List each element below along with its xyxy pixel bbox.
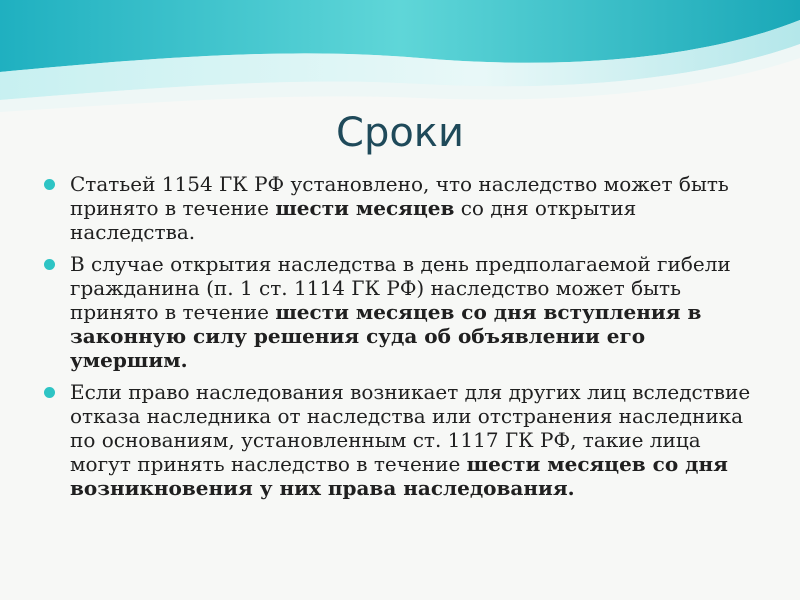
- bullet-dot-icon: [44, 259, 55, 270]
- bullet-text: [70, 172, 729, 244]
- bullet-text-part: со дня открытия наследства.: [70, 196, 637, 244]
- bullet-text-part: Статьей 1154 ГК РФ установлено, что наследство может быть принято в течение: [70, 172, 729, 220]
- bullet-text-part: Если право наследования возникает для других лиц вследствие отказа наследника от наследства или отстранения наследника по основаниям, установленным ст. 1117 ГК РФ, такие лица могут принять наследство в течение: [70, 380, 751, 476]
- bullet-text-bold: шести месяцев со дня вступления в законную силу решения суда об объявлении его умершим.: [70, 300, 702, 372]
- bullet-list: [44, 172, 754, 508]
- bullet-dot-icon: [44, 387, 55, 398]
- bullet-text-bold: шести месяцев со дня возникновения у них права наследования.: [70, 452, 728, 500]
- bullet-text: [70, 252, 731, 372]
- bullet-text: [70, 380, 750, 500]
- bullet-item: [44, 172, 754, 244]
- bullet-item: [44, 380, 754, 500]
- bullet-text-bold: шести месяцев: [275, 196, 455, 220]
- bullet-item: [44, 252, 754, 372]
- bullet-dot-icon: [44, 179, 55, 190]
- wave-header-decoration: [0, 0, 800, 120]
- slide-title: Сроки: [336, 110, 464, 156]
- bullet-text-part: В случае открытия наследства в день предполагаемой гибели гражданина (п. 1 ст. 1114 ГК РФ) наследство может быть принято в течение: [70, 252, 731, 324]
